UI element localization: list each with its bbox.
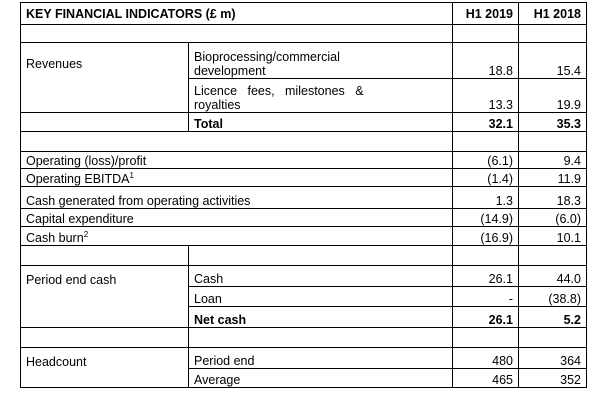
operating-profit-label: Operating (loss)/profit — [21, 152, 453, 169]
period-end-cash-label: Period end cash — [21, 266, 189, 287]
column-header-h1-2018: H1 2018 — [519, 3, 587, 25]
table-row — [21, 348, 587, 369]
table-header-row — [21, 3, 587, 25]
cash-generated-h1-2019: 1.3 — [453, 187, 519, 209]
revenue-value-h1-2018: 15.4 — [519, 43, 587, 79]
revenue-value-h1-2019: 18.8 — [453, 43, 519, 79]
net-cash-label: Net cash — [189, 307, 453, 328]
footnote-marker: 2 — [83, 229, 89, 239]
total-value-h1-2018: 35.3 — [519, 113, 587, 132]
cash-h1-2018: 44.0 — [519, 266, 587, 287]
key-financial-indicators-table — [20, 2, 587, 388]
net-cash-h1-2018: 5.2 — [519, 307, 587, 328]
table-row — [21, 169, 587, 187]
cash-generated-label: Cash generated from operating activities — [21, 187, 453, 209]
table-row — [21, 287, 587, 307]
capital-expenditure-h1-2019: (14.9) — [453, 209, 519, 227]
table-row — [21, 227, 587, 246]
table-title: KEY FINANCIAL INDICATORS (£ m) — [21, 3, 453, 25]
table-row — [21, 209, 587, 227]
average-label: Average — [189, 369, 453, 388]
revenue-item-label: Bioprocessing/commercial development — [189, 43, 453, 79]
total-row — [21, 113, 587, 132]
cash-h1-2019: 26.1 — [453, 266, 519, 287]
headcount-average-h1-2019: 465 — [453, 369, 519, 388]
table-row — [21, 152, 587, 169]
operating-ebitda-h1-2018: 11.9 — [519, 169, 587, 187]
net-cash-row — [21, 307, 587, 328]
revenue-value-h1-2019: 13.3 — [453, 79, 519, 113]
cash-burn-h1-2018: 10.1 — [519, 227, 587, 246]
spacer-row — [21, 25, 587, 43]
column-header-h1-2019: H1 2019 — [453, 3, 519, 25]
total-value-h1-2019: 32.1 — [453, 113, 519, 132]
spacer-row — [21, 132, 587, 152]
table-row — [21, 266, 587, 287]
operating-profit-h1-2019: (6.1) — [453, 152, 519, 169]
cash-label: Cash — [189, 266, 453, 287]
headcount-average-h1-2018: 352 — [519, 369, 587, 388]
loan-h1-2018: (38.8) — [519, 287, 587, 307]
table-row — [21, 43, 587, 79]
headcount-label: Headcount — [21, 348, 189, 369]
cash-burn-label: Cash burn$^2$ — [21, 227, 453, 246]
net-cash-h1-2019: 26.1 — [453, 307, 519, 328]
headcount-period-end-h1-2019: 480 — [453, 348, 519, 369]
spacer-row — [21, 246, 587, 266]
operating-profit-h1-2018: 9.4 — [519, 152, 587, 169]
capital-expenditure-label: Capital expenditure — [21, 209, 453, 227]
revenue-value-h1-2018: 19.9 — [519, 79, 587, 113]
loan-label: Loan — [189, 287, 453, 307]
spacer-row — [21, 328, 587, 348]
cash-burn-h1-2019: (16.9) — [453, 227, 519, 246]
table-row — [21, 187, 587, 209]
footnote-marker: 1 — [129, 170, 134, 180]
capital-expenditure-h1-2018: (6.0) — [519, 209, 587, 227]
table-row — [21, 369, 587, 388]
operating-ebitda-h1-2019: (1.4) — [453, 169, 519, 187]
operating-ebitda-label: Operating EBITDA$^1$ — [21, 169, 453, 187]
revenue-item-label: Licence fees, milestones & royalties — [189, 79, 453, 113]
headcount-period-end-h1-2018: 364 — [519, 348, 587, 369]
cash-generated-h1-2018: 18.3 — [519, 187, 587, 209]
loan-h1-2019: - — [453, 287, 519, 307]
total-label: Total — [189, 113, 453, 132]
period-end-label: Period end — [189, 348, 453, 369]
revenues-label: Revenues — [21, 43, 189, 113]
